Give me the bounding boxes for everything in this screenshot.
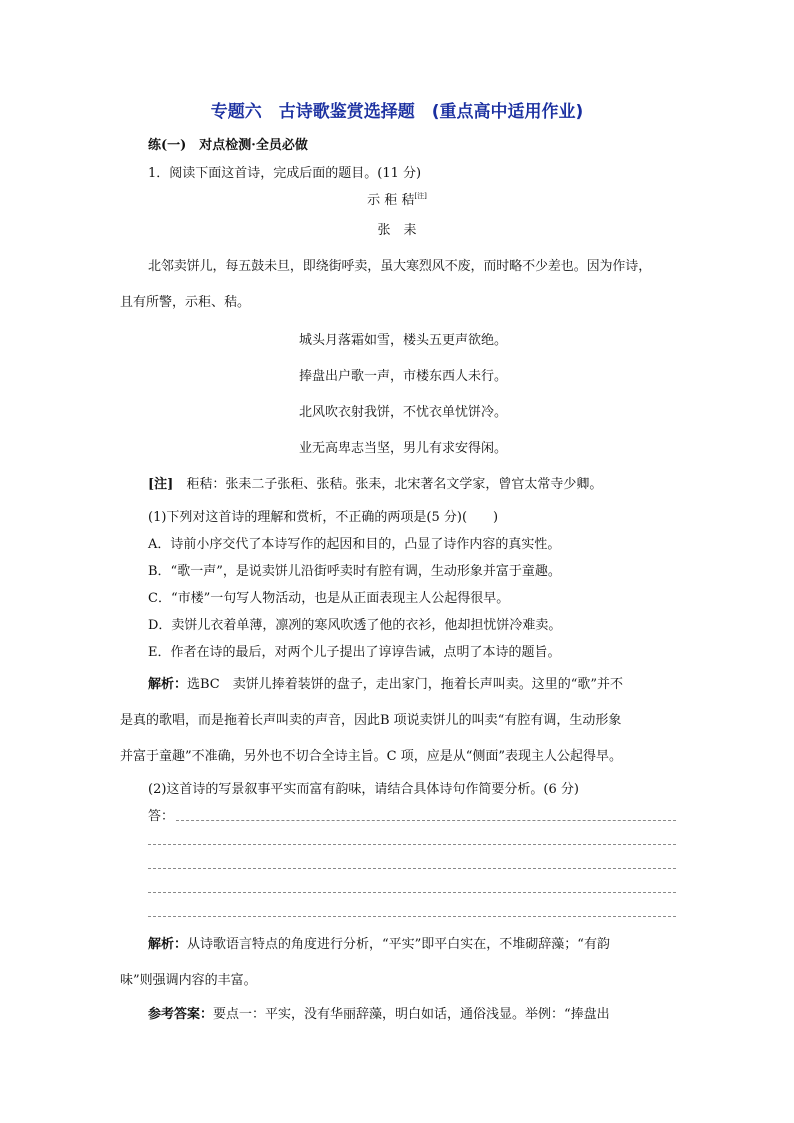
sub-question-1: (1)下列对这首诗的理解和赏析，不正确的两项是(5 分)( ) <box>148 510 499 525</box>
analysis-2-line-1 <box>148 933 610 952</box>
poem-preface-line-2: 且有所警，示秬、秸。 <box>120 295 251 310</box>
analysis-2-text: 从诗歌语言特点的角度进行分析，“平实”即平白实在，不堆砌辞藻；“有韵 <box>187 937 610 952</box>
poem-author: 张 耒 <box>377 223 417 238</box>
answer-line-3[interactable] <box>148 868 676 869</box>
option-d: D．卖饼儿衣着单薄，凛冽的寒风吹透了他的衣衫，他却担忧饼冷难卖。 <box>148 618 562 633</box>
answer-line-5[interactable] <box>148 916 676 917</box>
option-b: B．“歌一声”，是说卖饼儿沿街呼卖时有腔有调，生动形象并富于童趣。 <box>148 564 561 579</box>
footnote-text: 秬秸：张耒二子张秬、张秸。张耒，北宋著名文学家，曾官太常寺少卿。 <box>186 477 603 492</box>
poem-footnote <box>148 473 602 492</box>
answer-line-1[interactable] <box>176 820 676 821</box>
footnote-label: [注] <box>148 477 174 492</box>
poem-preface-line-1: 北邻卖饼儿，每五鼓未旦，即绕街呼卖，虽大寒烈风不废，而时略不少差也。因为作诗， <box>148 259 652 274</box>
answer-line-4[interactable] <box>148 892 676 893</box>
poem-title <box>0 189 794 208</box>
answer-label: 答： <box>148 809 175 824</box>
sub-question-2: (2)这首诗的写景叙事平实而富有韵味，请结合具体诗句作简要分析。(6 分) <box>148 782 579 797</box>
poem-line-4: 业无高卑志当坚，男儿有求安得闲。 <box>299 441 508 456</box>
poem-line-3: 北风吹衣射我饼，不忧衣单忧饼冷。 <box>299 405 508 420</box>
analysis-1-line-1 <box>148 673 623 692</box>
poem-title-text: 示 秬 秸 <box>367 193 415 208</box>
option-e: E．作者在诗的最后，对两个儿子提出了谆谆告诫，点明了本诗的题旨。 <box>148 645 561 660</box>
reference-label: 参考答案： <box>148 1007 214 1022</box>
option-c: C．“市楼”一句写人物活动，也是从正面表现主人公起得很早。 <box>148 591 510 606</box>
analysis-2-line-2: 味”则强调内容的丰富。 <box>120 973 257 988</box>
section-heading: 练(一) 对点检测·全员必做 <box>148 138 308 153</box>
answer-line-2[interactable] <box>148 844 676 845</box>
reference-text: 要点一：平实，没有华丽辞藻，明白如话，通俗浅显。举例：“捧盘出 <box>213 1007 610 1022</box>
analysis-1-line-3: 并富于童趣”不准确，另外也不切合全诗主旨。C 项，应是从“侧面”表现主人公起得早。 <box>120 749 623 764</box>
page-title: 专题六 古诗歌鉴赏选择题 (重点高中适用作业) <box>210 102 584 122</box>
analysis-1-text: 选BC 卖饼儿捧着装饼的盘子，走出家门，拖着长声叫卖。这里的“歌”并不 <box>187 677 624 692</box>
poem-line-2: 捧盘出户歌一声，市楼东西人未行。 <box>299 369 508 384</box>
poem-line-1: 城头月落霜如雪，楼头五更声欲绝。 <box>299 333 508 348</box>
analysis-1-line-2: 是真的歌唱，而是拖着长声叫卖的声音，因此B 项说卖饼儿的叫卖“有腔有调，生动形象 <box>120 713 622 728</box>
reference-answer <box>148 1003 610 1022</box>
analysis-1-label: 解析： <box>148 677 188 692</box>
question-1-prompt: 1．阅读下面这首诗，完成后面的题目。(11 分) <box>148 166 422 181</box>
option-a: A．诗前小序交代了本诗写作的起因和目的，凸显了诗作内容的真实性。 <box>148 537 561 552</box>
poem-note-mark: [注] <box>414 192 427 200</box>
analysis-2-label: 解析： <box>148 937 188 952</box>
